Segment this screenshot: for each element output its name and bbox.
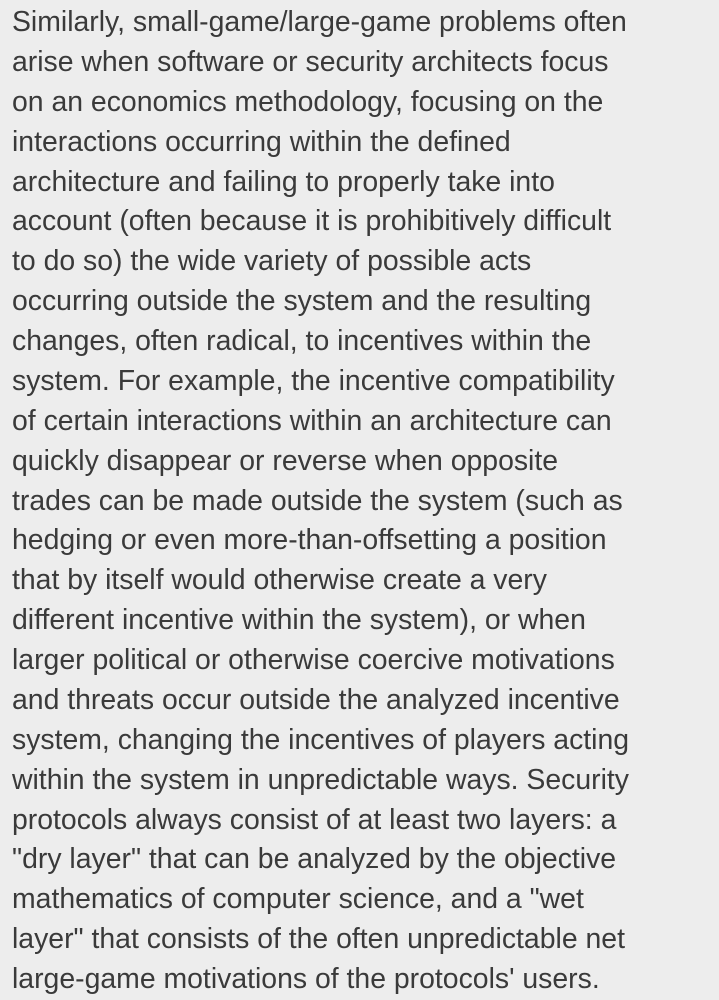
paragraph-line-3: on an economics methodology, focusing on the <box>12 85 604 118</box>
paragraph-line-23: mathematics of computer science, and a "wet <box>12 883 584 916</box>
paragraph-line-20: within the system in unpredictable ways. Security <box>12 763 629 796</box>
paragraph-line-8: occurring outside the system and the resulting <box>12 285 592 318</box>
paragraph-line-19: system, changing the incentives of players acting <box>12 723 630 756</box>
paragraph-line-4: interactions occurring within the defined <box>12 125 511 158</box>
paragraph-line-13: trades can be made outside the system (such as <box>12 484 623 517</box>
paragraph-line-11: of certain interactions within an architecture can <box>12 404 612 437</box>
paragraph-line-2: arise when software or security architects focus <box>12 45 609 78</box>
paragraph-line-10: system. For example, the incentive compatibility <box>12 364 615 397</box>
paragraph-line-22: "dry layer" that can be analyzed by the objective <box>12 843 617 876</box>
paragraph-line-18: and threats occur outside the analyzed incentive <box>12 683 620 716</box>
paragraph-line-15: that by itself would otherwise create a very <box>12 564 547 597</box>
paragraph-line-21: protocols always consist of at least two layers: a <box>12 803 617 836</box>
paragraph-line-9: changes, often radical, to incentives within the <box>12 325 592 357</box>
paragraph-line-1: Similarly, small-game/large-game problems often <box>12 6 627 38</box>
paragraph-line-14: hedging or even more-than-offsetting a position <box>12 524 607 557</box>
paragraph-line-5: architecture and failing to properly take into <box>12 165 555 198</box>
paragraph-line-25: large-game motivations of the protocols' users. <box>12 963 600 995</box>
paragraph-line-16: different incentive within the system), or when <box>12 604 586 637</box>
paragraph-line-12: quickly disappear or reverse when opposite <box>12 444 559 477</box>
paragraph-line-6: account (often because it is prohibitively difficult <box>12 205 612 238</box>
body-paragraph <box>12 3 712 1000</box>
paragraph-line-24: layer" that consists of the often unpredictable net <box>12 923 625 956</box>
paragraph-line-7: to do so) the wide variety of possible acts <box>12 245 532 278</box>
paragraph-line-17: larger political or otherwise coercive motivations <box>12 644 615 676</box>
